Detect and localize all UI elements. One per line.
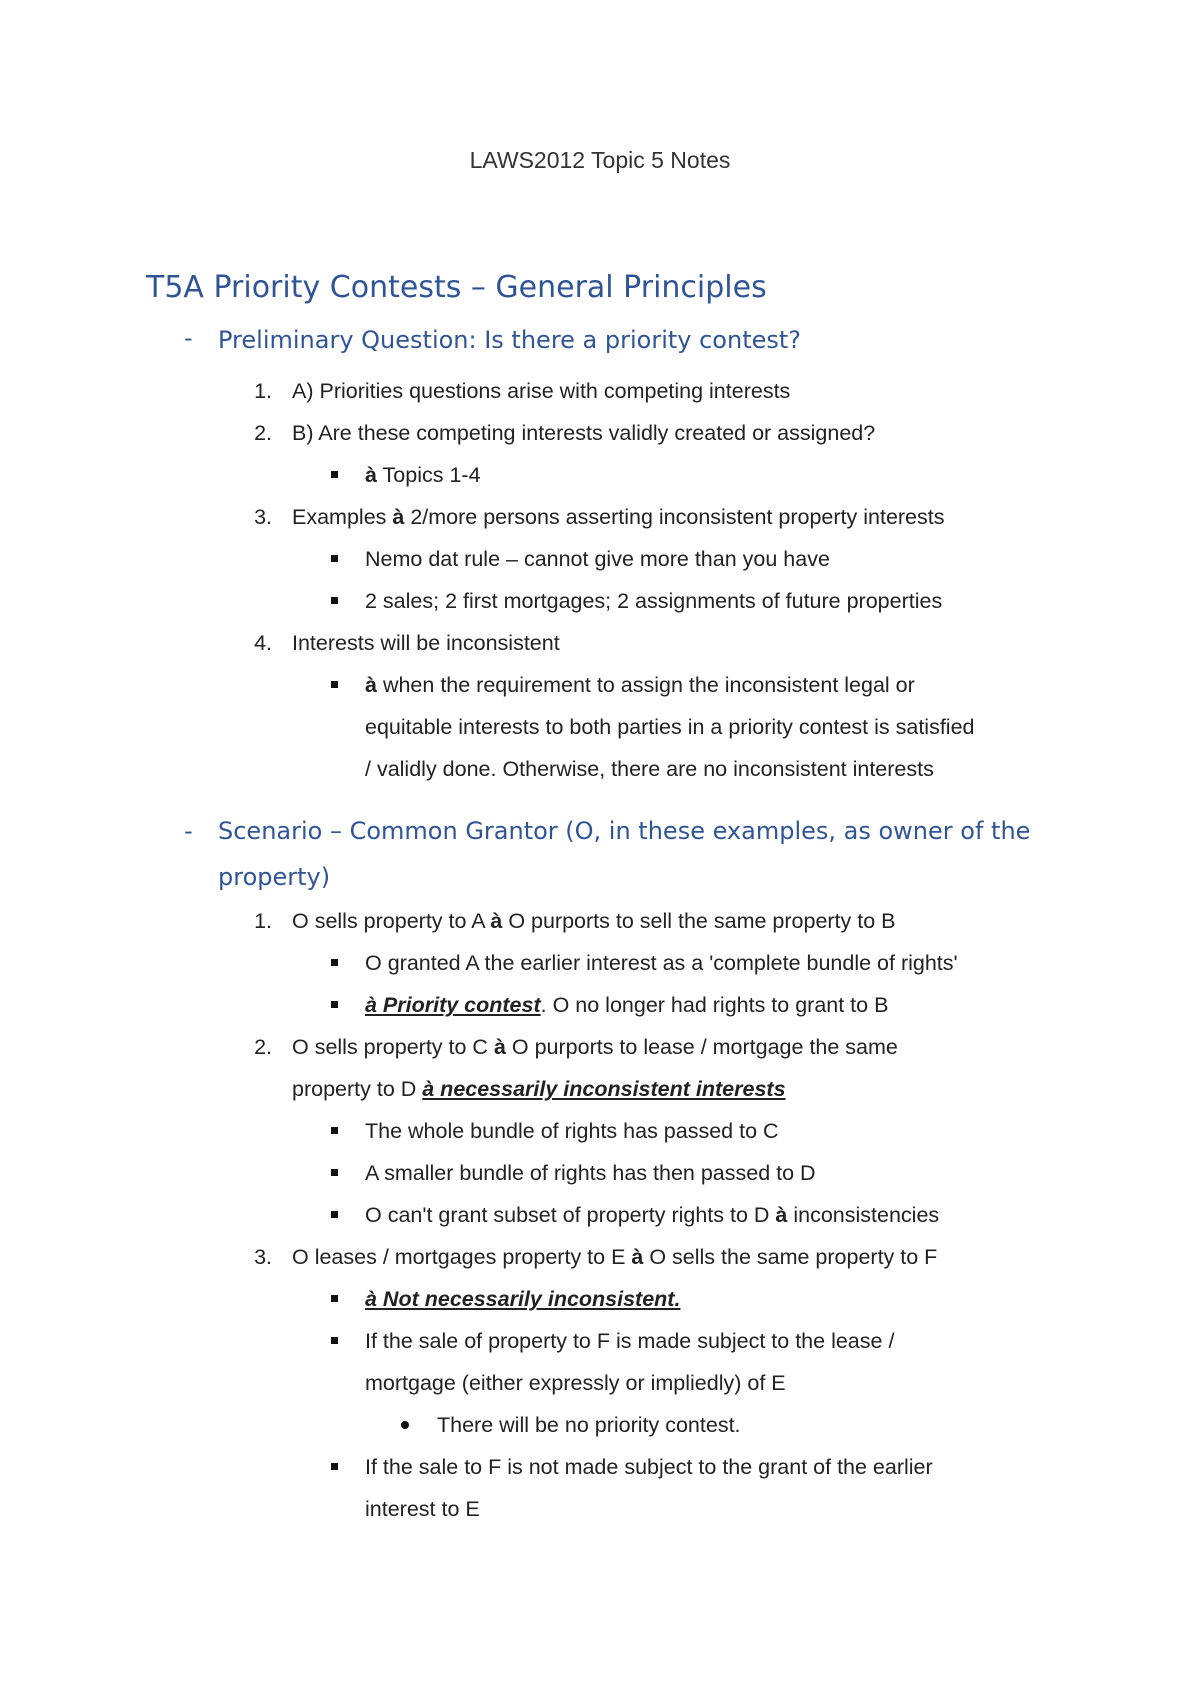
list-item-text: O leases / mortgages property to E: [292, 1245, 632, 1269]
list-item: [292, 1033, 898, 1061]
list-item-text: 2/more persons asserting inconsistent property interests: [404, 505, 945, 529]
emphasis-text: à necessarily inconsistent interests: [422, 1077, 786, 1101]
subheading-text: Preliminary Question: Is there a priority contest?: [218, 326, 802, 354]
subheading-text: Scenario – Common Grantor (O, in these examples, as owner of the property): [218, 817, 1031, 891]
list-number: 2.: [254, 421, 272, 445]
list-item: [292, 907, 896, 935]
list-item: A smaller bundle of rights has then passed to D: [365, 1161, 816, 1185]
list-item: There will be no priority contest.: [437, 1413, 741, 1437]
list-number: 3.: [254, 1245, 272, 1269]
arrow-glyph: à: [631, 1245, 644, 1269]
list-item-text: O sells property to A: [292, 909, 491, 933]
list-item: If the sale of property to F is made subject to the lease /: [365, 1329, 895, 1353]
arrow-glyph: à: [365, 463, 377, 487]
list-number: 1.: [254, 379, 272, 403]
arrow-glyph: à: [493, 1035, 506, 1059]
arrow-glyph: à: [775, 1203, 788, 1227]
list-item-text: Examples: [292, 505, 393, 529]
square-bullet-icon: [331, 1337, 338, 1344]
list-item: Interests will be inconsistent: [292, 631, 560, 655]
list-item-text: O sells the same property to F: [643, 1245, 938, 1269]
list-item-text: Topics 1-4: [376, 463, 481, 487]
list-item-continuation: [292, 1075, 786, 1103]
list-item-continuation: / validly done. Otherwise, there are no inconsistent interests: [365, 757, 934, 781]
list-item: [292, 1243, 937, 1271]
square-bullet-icon: [331, 1463, 338, 1470]
dash-bullet: -: [184, 817, 193, 845]
document-header: LAWS2012 Topic 5 Notes: [469, 147, 731, 173]
square-bullet-icon: [331, 1169, 338, 1176]
list-item-continuation: interest to E: [365, 1497, 480, 1521]
list-number: 4.: [254, 631, 272, 655]
list-item: Nemo dat rule – cannot give more than you have: [365, 547, 830, 571]
emphasis-text: à Priority contest: [365, 993, 541, 1017]
list-item: B) Are these competing interests validly created or assigned?: [292, 421, 876, 445]
list-item-continuation: equitable interests to both parties in a priority contest is satisfied: [365, 715, 975, 739]
square-bullet-icon: [331, 1001, 338, 1008]
list-number: 3.: [254, 505, 272, 529]
list-item-text: O purports to lease / mortgage the same: [505, 1035, 898, 1059]
list-item-continuation: mortgage (either expressly or impliedly) of E: [365, 1371, 786, 1395]
section-heading: T5A Priority Contests – General Principles: [146, 270, 767, 305]
emphasis-text: à Not necessarily inconsistent.: [365, 1287, 681, 1311]
square-bullet-icon: [331, 1127, 338, 1134]
dash-bullet: -: [184, 324, 193, 352]
square-bullet-icon: [331, 1211, 338, 1218]
arrow-glyph: à: [365, 673, 377, 697]
list-item: [292, 503, 945, 531]
list-item-text: O purports to sell the same property to B: [502, 909, 896, 933]
arrow-glyph: à: [392, 505, 405, 529]
list-item: [365, 461, 481, 489]
list-number: 1.: [254, 909, 272, 933]
list-number: 2.: [254, 1035, 272, 1059]
round-bullet-icon: [401, 1421, 409, 1429]
arrow-glyph: à: [490, 909, 503, 933]
list-item-text: O can't grant subset of property rights to D: [365, 1203, 776, 1227]
list-item: The whole bundle of rights has passed to C: [365, 1119, 779, 1143]
list-item: [365, 991, 888, 1019]
list-item-text: O sells property to C: [292, 1035, 494, 1059]
list-item-text: . O no longer had rights to grant to B: [540, 993, 889, 1017]
list-item-text: when the requirement to assign the inconsistent legal or: [376, 673, 915, 697]
square-bullet-icon: [331, 597, 338, 604]
square-bullet-icon: [331, 959, 338, 966]
list-item-text: property to D: [292, 1077, 423, 1101]
square-bullet-icon: [331, 681, 338, 688]
square-bullet-icon: [331, 1295, 338, 1302]
list-item: If the sale to F is not made subject to the grant of the earlier: [365, 1455, 933, 1479]
list-item: A) Priorities questions arise with competing interests: [292, 379, 791, 403]
list-item: [365, 1285, 680, 1313]
list-item: [365, 1201, 939, 1229]
list-item: 2 sales; 2 first mortgages; 2 assignments of future properties: [365, 589, 943, 613]
list-item: [365, 671, 915, 699]
list-item-text: inconsistencies: [787, 1203, 940, 1227]
square-bullet-icon: [331, 555, 338, 562]
list-item: O granted A the earlier interest as a 'complete bundle of rights': [365, 951, 958, 975]
square-bullet-icon: [331, 471, 338, 478]
